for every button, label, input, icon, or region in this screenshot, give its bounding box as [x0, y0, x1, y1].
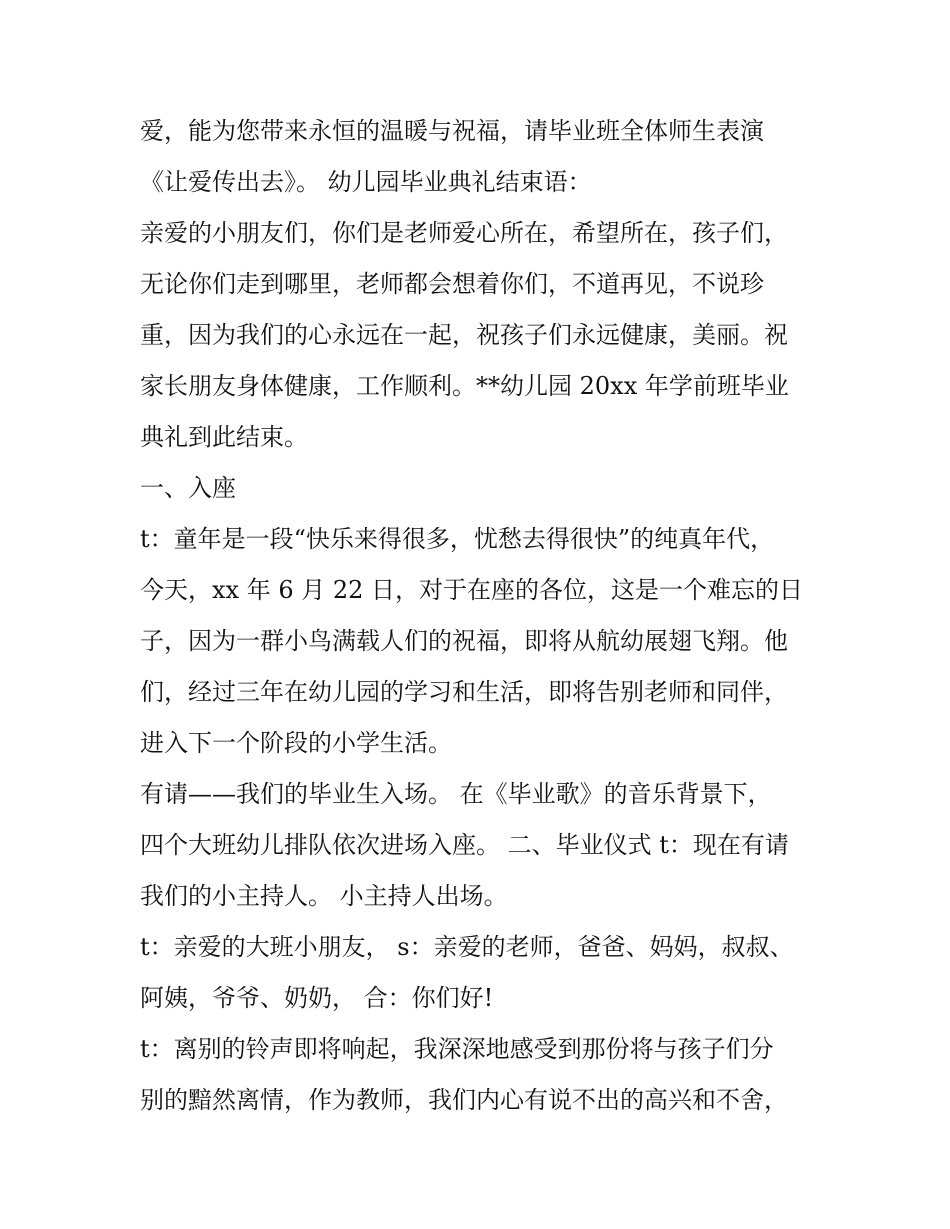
text-line: 有请——我们的毕业生入场。 在《毕业歌》的音乐背景下，	[140, 780, 772, 808]
text-line: 爱，能为您带来永恒的温暖与祝福，请毕业班全体师生表演	[140, 117, 764, 145]
text-line: 《让爱传出去》。 幼儿园毕业典礼结束语：	[140, 168, 592, 196]
text-line: 们，经过三年在幼儿园的学习和生活，即将告别老师和同伴，	[140, 678, 788, 706]
text-line: 家长朋友身体健康，工作顺利。**幼儿园 20xx 年学前班毕业	[140, 372, 789, 400]
text-line: 阿姨，爷爷、奶奶， 合：你们好!	[140, 984, 494, 1012]
text-line: 四个大班幼儿排队依次进场入座。 二、毕业仪式 t：现在有请	[140, 831, 789, 859]
section-heading: 一、入座	[140, 474, 236, 502]
text-line: 亲爱的小朋友们，你们是老师爱心所在，希望所在，孩子们，	[140, 219, 788, 247]
document-body	[140, 106, 840, 1126]
text-line: 别的黯然离情，作为教师，我们内心有说不出的高兴和不舍，	[140, 1086, 788, 1114]
text-line: 我们的小主持人。 小主持人出场。	[140, 882, 508, 910]
text-line: 典礼到此结束。	[140, 423, 308, 451]
text-line: t：亲爱的大班小朋友， s：亲爱的老师，爸爸、妈妈，叔叔、	[140, 933, 794, 961]
text-line: 子，因为一群小鸟满载人们的祝福，即将从航幼展翅飞翔。他	[140, 627, 788, 655]
text-line: t：离别的铃声即将响起，我深深地感受到那份将与孩子们分	[140, 1035, 774, 1063]
text-line: 无论你们走到哪里，老师都会想着你们，不道再见，不说珍	[140, 270, 764, 298]
text-line: 重，因为我们的心永远在一起，祝孩子们永远健康，美丽。祝	[140, 321, 788, 349]
text-line: 进入下一个阶段的小学生活。	[140, 729, 452, 757]
text-line: 今天，xx 年 6 月 22 日，对于在座的各位，这是一个难忘的日	[140, 576, 804, 604]
text-line: t：童年是一段“快乐来得很多，忧愁去得很快”的纯真年代，	[140, 525, 775, 553]
